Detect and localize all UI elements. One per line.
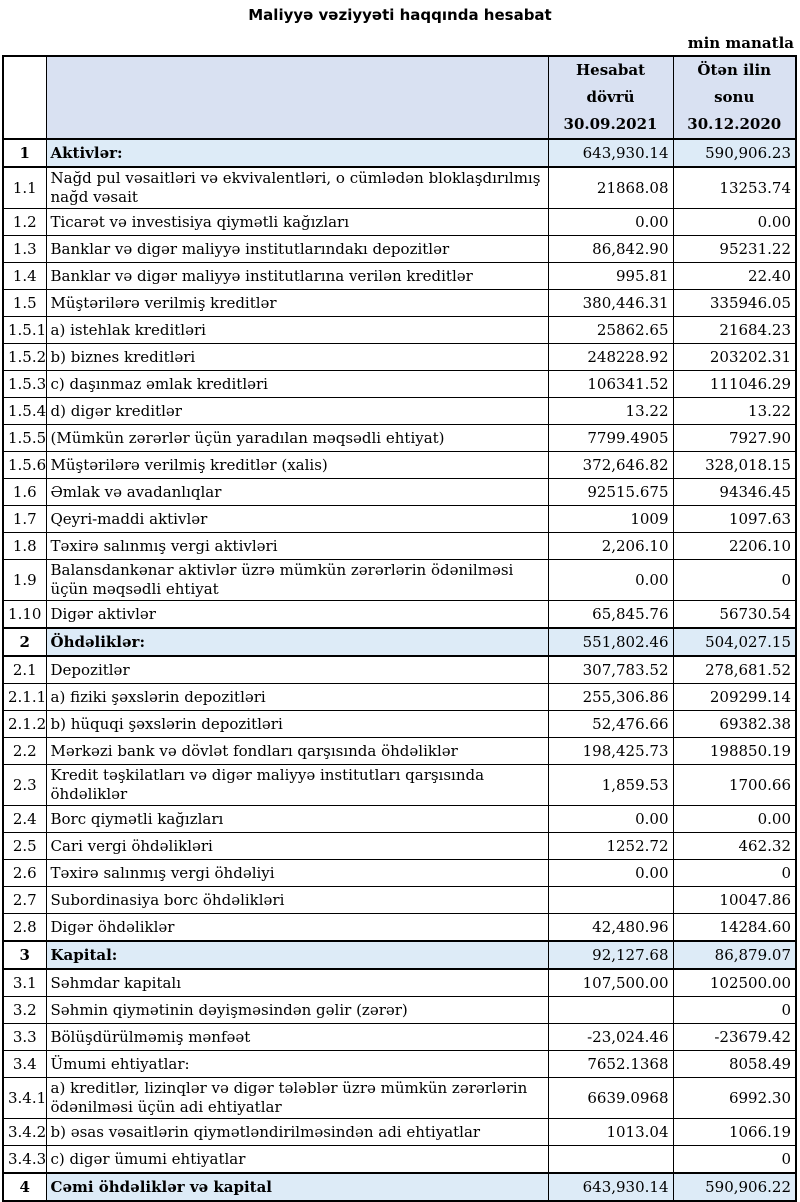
table-row — [3, 236, 796, 263]
row-label-cell: Ümumi ehtiyatlar: — [46, 1051, 548, 1078]
value-current-period-cell — [548, 997, 673, 1024]
row-number-cell: 2.3 — [3, 765, 46, 806]
financial-position-table — [2, 55, 797, 1202]
value-current-period-cell: 42,480.96 — [548, 914, 673, 942]
value-prior-period-cell: 10047.86 — [673, 887, 796, 914]
row-number-cell: 1.5.6 — [3, 452, 46, 479]
value-current-period-cell: 92,127.68 — [548, 941, 673, 969]
row-number-cell: 1.5.3 — [3, 371, 46, 398]
row-label-cell: Depozitlər — [46, 656, 548, 684]
value-prior-period-cell: 111046.29 — [673, 371, 796, 398]
row-label-cell: Kredit təşkilatları və digər maliyyə institutları qarşısında öhdəliklər — [46, 765, 548, 806]
value-prior-period-cell: 6992.30 — [673, 1078, 796, 1119]
table-row — [3, 1146, 796, 1174]
current-period-date: 30.09.2021 — [563, 115, 658, 133]
header-cell-prior-period — [673, 56, 796, 139]
row-number-cell: 2.8 — [3, 914, 46, 942]
row-number-cell: 1.6 — [3, 479, 46, 506]
table-row — [3, 997, 796, 1024]
row-label-cell: a) fiziki şəxslərin depozitləri — [46, 684, 548, 711]
value-current-period-cell: 92515.675 — [548, 479, 673, 506]
row-label-cell: Səhmdar kapitalı — [46, 969, 548, 997]
value-prior-period-cell: 328,018.15 — [673, 452, 796, 479]
table-row — [3, 738, 796, 765]
value-current-period-cell: 380,446.31 — [548, 290, 673, 317]
row-label-cell: Təxirə salınmış vergi aktivləri — [46, 533, 548, 560]
value-prior-period-cell: 69382.38 — [673, 711, 796, 738]
value-prior-period-cell: -23679.42 — [673, 1024, 796, 1051]
table-row — [3, 317, 796, 344]
value-current-period-cell: 1252.72 — [548, 833, 673, 860]
value-prior-period-cell: 0.00 — [673, 806, 796, 833]
row-label-cell: a) kreditlər, lizinqlər və digər tələblər üzrə mümkün zərərlərin ödənilməsi üçün adi ehtiyatlar — [46, 1078, 548, 1119]
value-current-period-cell: 106341.52 — [548, 371, 673, 398]
row-number-cell: 1.5.4 — [3, 398, 46, 425]
value-current-period-cell — [548, 1146, 673, 1174]
value-current-period-cell: 1,859.53 — [548, 765, 673, 806]
value-prior-period-cell: 21684.23 — [673, 317, 796, 344]
row-label-cell: Cari vergi öhdəlikləri — [46, 833, 548, 860]
row-label-cell: c) digər ümumi ehtiyatlar — [46, 1146, 548, 1174]
value-prior-period-cell: 335946.05 — [673, 290, 796, 317]
value-prior-period-cell: 2206.10 — [673, 533, 796, 560]
row-label-cell: a) istehlak kreditləri — [46, 317, 548, 344]
row-number-cell: 2.7 — [3, 887, 46, 914]
value-current-period-cell: 551,802.46 — [548, 628, 673, 656]
row-number-cell: 3.3 — [3, 1024, 46, 1051]
row-label-cell: Müştərilərə verilmiş kreditlər — [46, 290, 548, 317]
current-period-label: Hesabat dövrü — [575, 61, 646, 106]
table-row — [3, 263, 796, 290]
row-label-cell: Banklar və digər maliyyə institutlarına verilən kreditlər — [46, 263, 548, 290]
row-label-cell: Cəmi öhdəliklər və kapital — [46, 1173, 548, 1201]
row-number-cell: 1.8 — [3, 533, 46, 560]
table-row — [3, 1078, 796, 1119]
value-prior-period-cell: 95231.22 — [673, 236, 796, 263]
row-label-cell: Banklar və digər maliyyə institutlarındakı depozitlər — [46, 236, 548, 263]
row-label-cell: Ticarət və investisiya qiymətli kağızları — [46, 209, 548, 236]
table-row — [3, 506, 796, 533]
table-row — [3, 833, 796, 860]
row-number-cell: 3.1 — [3, 969, 46, 997]
value-prior-period-cell: 0 — [673, 560, 796, 601]
value-prior-period-cell: 462.32 — [673, 833, 796, 860]
table-row — [3, 1119, 796, 1146]
value-current-period-cell: 995.81 — [548, 263, 673, 290]
section-total-row — [3, 628, 796, 656]
value-current-period-cell: 0.00 — [548, 560, 673, 601]
row-label-cell: Borc qiymətli kağızları — [46, 806, 548, 833]
row-number-cell: 2.4 — [3, 806, 46, 833]
row-number-cell: 1.10 — [3, 601, 46, 629]
table-row — [3, 533, 796, 560]
row-number-cell: 2.5 — [3, 833, 46, 860]
row-label-cell: Bölüşdürülməmiş mənfəət — [46, 1024, 548, 1051]
table-header-row — [3, 56, 796, 139]
row-label-cell: b) biznes kreditləri — [46, 344, 548, 371]
row-label-cell: b) hüquqi şəxslərin depozitləri — [46, 711, 548, 738]
row-number-cell: 2.1.1 — [3, 684, 46, 711]
row-label-cell: Digər öhdəliklər — [46, 914, 548, 942]
table-row — [3, 684, 796, 711]
value-prior-period-cell: 13253.74 — [673, 167, 796, 209]
table-body — [3, 139, 796, 1201]
value-prior-period-cell: 8058.49 — [673, 1051, 796, 1078]
table-row — [3, 860, 796, 887]
row-number-cell: 3.4.1 — [3, 1078, 46, 1119]
value-current-period-cell: 13.22 — [548, 398, 673, 425]
table-row — [3, 209, 796, 236]
table-row — [3, 452, 796, 479]
value-current-period-cell: 86,842.90 — [548, 236, 673, 263]
table-row — [3, 711, 796, 738]
row-number-cell: 1.2 — [3, 209, 46, 236]
row-label-cell: Müştərilərə verilmiş kreditlər (xalis) — [46, 452, 548, 479]
value-prior-period-cell: 56730.54 — [673, 601, 796, 629]
row-number-cell: 3.4 — [3, 1051, 46, 1078]
table-row — [3, 290, 796, 317]
table-row — [3, 765, 796, 806]
table-row — [3, 601, 796, 629]
value-current-period-cell: 52,476.66 — [548, 711, 673, 738]
value-prior-period-cell: 198850.19 — [673, 738, 796, 765]
row-label-cell: Təxirə salınmış vergi öhdəliyi — [46, 860, 548, 887]
table-row — [3, 425, 796, 452]
prior-period-date: 30.12.2020 — [687, 115, 782, 133]
value-prior-period-cell: 203202.31 — [673, 344, 796, 371]
row-number-cell: 1.5 — [3, 290, 46, 317]
value-current-period-cell: 65,845.76 — [548, 601, 673, 629]
value-current-period-cell: 2,206.10 — [548, 533, 673, 560]
row-label-cell: Aktivlər: — [46, 139, 548, 167]
table-row — [3, 344, 796, 371]
row-number-cell: 1.4 — [3, 263, 46, 290]
value-prior-period-cell: 86,879.07 — [673, 941, 796, 969]
value-prior-period-cell: 1700.66 — [673, 765, 796, 806]
value-prior-period-cell: 0.00 — [673, 209, 796, 236]
row-label-cell: Qeyri-maddi aktivlər — [46, 506, 548, 533]
value-prior-period-cell: 504,027.15 — [673, 628, 796, 656]
value-prior-period-cell: 102500.00 — [673, 969, 796, 997]
value-current-period-cell: 643,930.14 — [548, 139, 673, 167]
value-prior-period-cell: 0 — [673, 997, 796, 1024]
value-prior-period-cell: 1097.63 — [673, 506, 796, 533]
unit-label: min manatla — [687, 34, 794, 52]
row-number-cell: 1.5.1 — [3, 317, 46, 344]
header-cell-current-period — [548, 56, 673, 139]
row-number-cell: 4 — [3, 1173, 46, 1201]
value-current-period-cell: 7799.4905 — [548, 425, 673, 452]
row-label-cell: Səhmin qiymətinin dəyişməsindən gəlir (zərər) — [46, 997, 548, 1024]
table-row — [3, 371, 796, 398]
row-number-cell: 3.4.3 — [3, 1146, 46, 1174]
value-current-period-cell: 248228.92 — [548, 344, 673, 371]
row-number-cell: 2.6 — [3, 860, 46, 887]
value-current-period-cell: 643,930.14 — [548, 1173, 673, 1201]
value-prior-period-cell: 278,681.52 — [673, 656, 796, 684]
value-current-period-cell: 307,783.52 — [548, 656, 673, 684]
row-label-cell: Öhdəliklər: — [46, 628, 548, 656]
value-prior-period-cell: 0 — [673, 1146, 796, 1174]
value-current-period-cell: 25862.65 — [548, 317, 673, 344]
table-row — [3, 1024, 796, 1051]
table-row — [3, 167, 796, 209]
value-current-period-cell: 0.00 — [548, 806, 673, 833]
row-number-cell: 3.4.2 — [3, 1119, 46, 1146]
section-total-row — [3, 139, 796, 167]
value-current-period-cell: 372,646.82 — [548, 452, 673, 479]
table-row — [3, 1051, 796, 1078]
row-number-cell: 1.1 — [3, 167, 46, 209]
value-prior-period-cell: 209299.14 — [673, 684, 796, 711]
value-prior-period-cell: 1066.19 — [673, 1119, 796, 1146]
row-number-cell: 3.2 — [3, 997, 46, 1024]
row-label-cell: b) əsas vəsaitlərin qiymətləndirilməsindən adi ehtiyatlar — [46, 1119, 548, 1146]
row-number-cell: 1.9 — [3, 560, 46, 601]
value-prior-period-cell: 13.22 — [673, 398, 796, 425]
value-prior-period-cell: 590,906.22 — [673, 1173, 796, 1201]
row-label-cell: c) daşınmaz əmlak kreditləri — [46, 371, 548, 398]
row-label-cell: Balansdankənar aktivlər üzrə mümkün zərərlərin ödənilməsi üçün məqsədli ehtiyat — [46, 560, 548, 601]
row-number-cell: 1.5.2 — [3, 344, 46, 371]
value-current-period-cell: 107,500.00 — [548, 969, 673, 997]
prior-period-label: Ötən ilin sonu — [697, 61, 772, 106]
row-label-cell: Nağd pul vəsaitləri və ekvivalentləri, o cümlədən bloklaşdırılmış nağd vəsait — [46, 167, 548, 209]
value-current-period-cell: 1009 — [548, 506, 673, 533]
value-current-period-cell: -23,024.46 — [548, 1024, 673, 1051]
value-current-period-cell: 7652.1368 — [548, 1051, 673, 1078]
row-number-cell: 2.1 — [3, 656, 46, 684]
row-label-cell: Digər aktivlər — [46, 601, 548, 629]
row-label-cell: (Mümkün zərərlər üçün yaradılan məqsədli ehtiyat) — [46, 425, 548, 452]
table-row — [3, 887, 796, 914]
value-prior-period-cell: 0 — [673, 860, 796, 887]
row-number-cell: 2 — [3, 628, 46, 656]
row-label-cell: Subordinasiya borc öhdəlikləri — [46, 887, 548, 914]
page-title: Maliyyə vəziyyəti haqqında hesabat — [248, 6, 552, 24]
value-current-period-cell — [548, 887, 673, 914]
value-prior-period-cell: 590,906.23 — [673, 139, 796, 167]
header-cell-row-number — [3, 56, 46, 139]
table-row — [3, 479, 796, 506]
row-label-cell: d) digər kreditlər — [46, 398, 548, 425]
value-current-period-cell: 198,425.73 — [548, 738, 673, 765]
table-row — [3, 560, 796, 601]
table-row — [3, 969, 796, 997]
value-prior-period-cell: 7927.90 — [673, 425, 796, 452]
section-total-row — [3, 1173, 796, 1201]
value-prior-period-cell: 14284.60 — [673, 914, 796, 942]
row-number-cell: 1.7 — [3, 506, 46, 533]
row-label-cell: Kapital: — [46, 941, 548, 969]
table-row — [3, 656, 796, 684]
row-number-cell: 2.1.2 — [3, 711, 46, 738]
value-current-period-cell: 6639.0968 — [548, 1078, 673, 1119]
row-label-cell: Mərkəzi bank və dövlət fondları qarşısında öhdəliklər — [46, 738, 548, 765]
row-number-cell: 2.2 — [3, 738, 46, 765]
row-label-cell: Əmlak və avadanlıqlar — [46, 479, 548, 506]
value-current-period-cell: 1013.04 — [548, 1119, 673, 1146]
value-prior-period-cell: 22.40 — [673, 263, 796, 290]
table-row — [3, 806, 796, 833]
table-row — [3, 914, 796, 942]
value-current-period-cell: 255,306.86 — [548, 684, 673, 711]
table-row — [3, 398, 796, 425]
row-number-cell: 1.5.5 — [3, 425, 46, 452]
value-prior-period-cell: 94346.45 — [673, 479, 796, 506]
row-number-cell: 1.3 — [3, 236, 46, 263]
section-total-row — [3, 941, 796, 969]
row-number-cell: 1 — [3, 139, 46, 167]
value-current-period-cell: 0.00 — [548, 209, 673, 236]
header-cell-description — [46, 56, 548, 139]
row-number-cell: 3 — [3, 941, 46, 969]
value-current-period-cell: 21868.08 — [548, 167, 673, 209]
value-current-period-cell: 0.00 — [548, 860, 673, 887]
